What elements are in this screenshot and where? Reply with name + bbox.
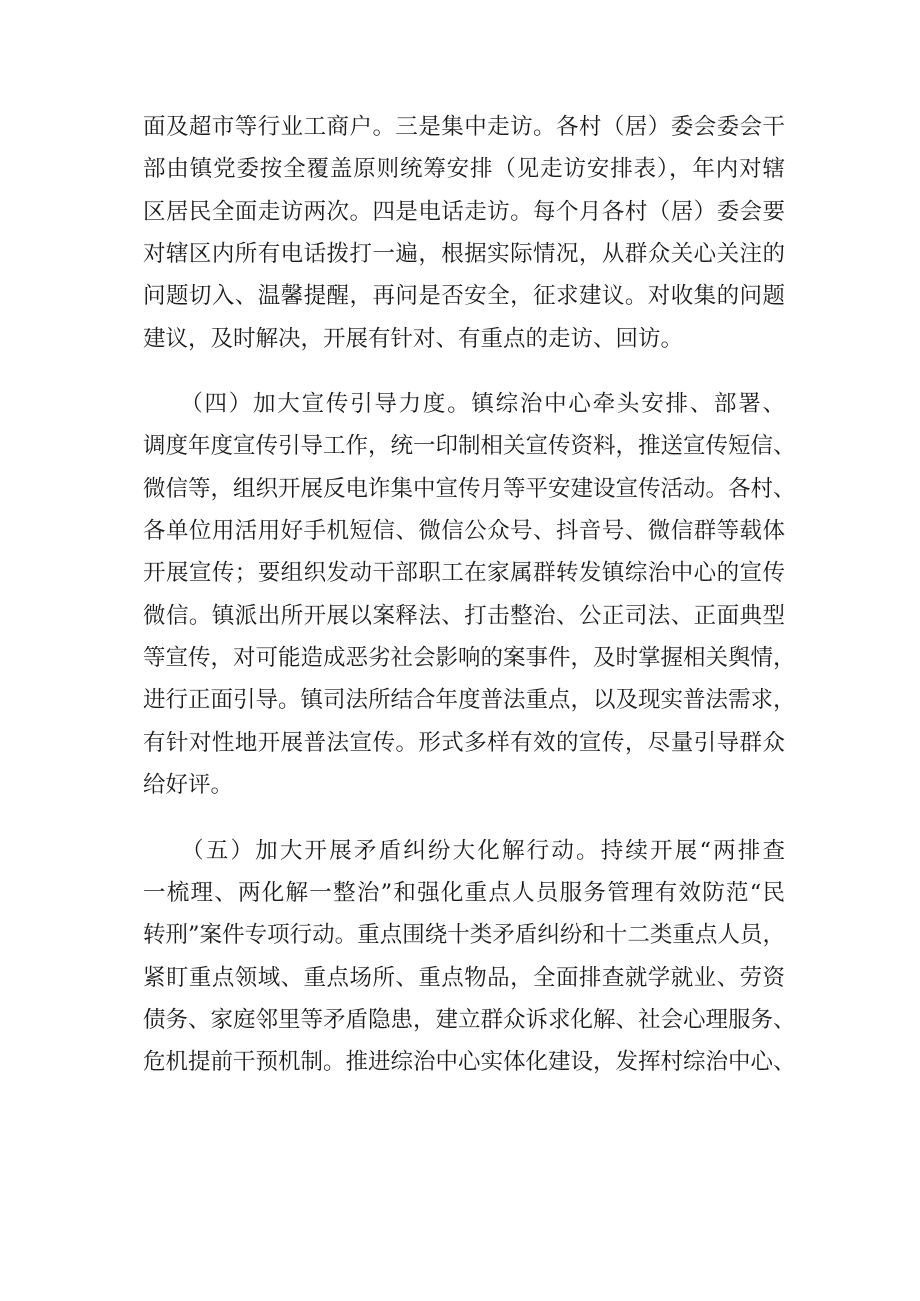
- text-line: 各单位用活用好手机短信、微信公众号、抖音号、微信群等载体: [143, 518, 785, 545]
- document-body: [143, 106, 796, 1084]
- text-line: 面及超市等行业工商户。三是集中走访。各村（居）委会委会干: [143, 114, 785, 140]
- text-line: 微信等，组织开展反电诈集中宣传月等平安建设宣传活动。各村、: [143, 475, 796, 502]
- text-line: 紧盯重点领域、重点场所、重点物品，全面排查就学就业、劳资: [143, 964, 785, 991]
- text-line: 微信。镇派出所开展以案释法、打击整治、公正司法、正面典型: [143, 602, 785, 629]
- text-line: 有针对性地开展普法宣传。形式多样有效的宣传，尽量引导群众: [143, 729, 785, 756]
- text-line: 问题切入、温馨提醒，再问是否安全，征求建议。对收集的问题: [143, 283, 785, 310]
- paragraph-spacer: [143, 360, 785, 383]
- text-line: （四）加大宣传引导力度。镇综治中心牵头安排、部署、: [143, 391, 785, 418]
- text-line: 进行正面引导。镇司法所结合年度普法重点，以及现实普法需求，: [143, 687, 796, 714]
- text-line: 对辖区内所有电话拨打一遍，根据实际情况，从群众关心关注的: [143, 241, 785, 268]
- paragraph-spacer: [143, 807, 785, 830]
- text-line: 调度年度宣传引导工作，统一印制相关宣传资料，推送宣传短信、: [143, 433, 796, 460]
- text-line: 部由镇党委按全覆盖原则统筹安排（见走访安排表），年内对辖: [143, 156, 785, 183]
- text-line: 开展宣传；要组织发动干部职工在家属群转发镇综治中心的宣传: [143, 560, 785, 587]
- paragraph: [143, 383, 796, 806]
- text-line: 一梳理、两化解一整治”和强化重点人员服务管理有效防范“民: [143, 879, 785, 906]
- paragraph: [143, 830, 796, 1084]
- text-line: 建议，及时解决，开展有针对、有重点的走访、回访。: [143, 325, 684, 352]
- paragraph: [143, 106, 785, 360]
- text-line: 债务、家庭邻里等矛盾隐患，建立群众诉求化解、社会心理服务、: [143, 1006, 796, 1033]
- text-line: 给好评。: [143, 772, 234, 799]
- text-line: （五）加大开展矛盾纠纷大化解行动。持续开展“两排查: [143, 837, 785, 864]
- text-line: 区居民全面走访两次。四是电话走访。每个月各村（居）委会要: [143, 198, 785, 225]
- text-line: 危机提前干预机制。推进综治中心实体化建设，发挥村综治中心、: [143, 1049, 796, 1076]
- text-line: 转刑”案件专项行动。重点围绕十类矛盾纠纷和十二类重点人员，: [143, 922, 785, 949]
- text-line: 等宣传，对可能造成恶劣社会影响的案事件，及时掌握相关舆情，: [143, 645, 796, 672]
